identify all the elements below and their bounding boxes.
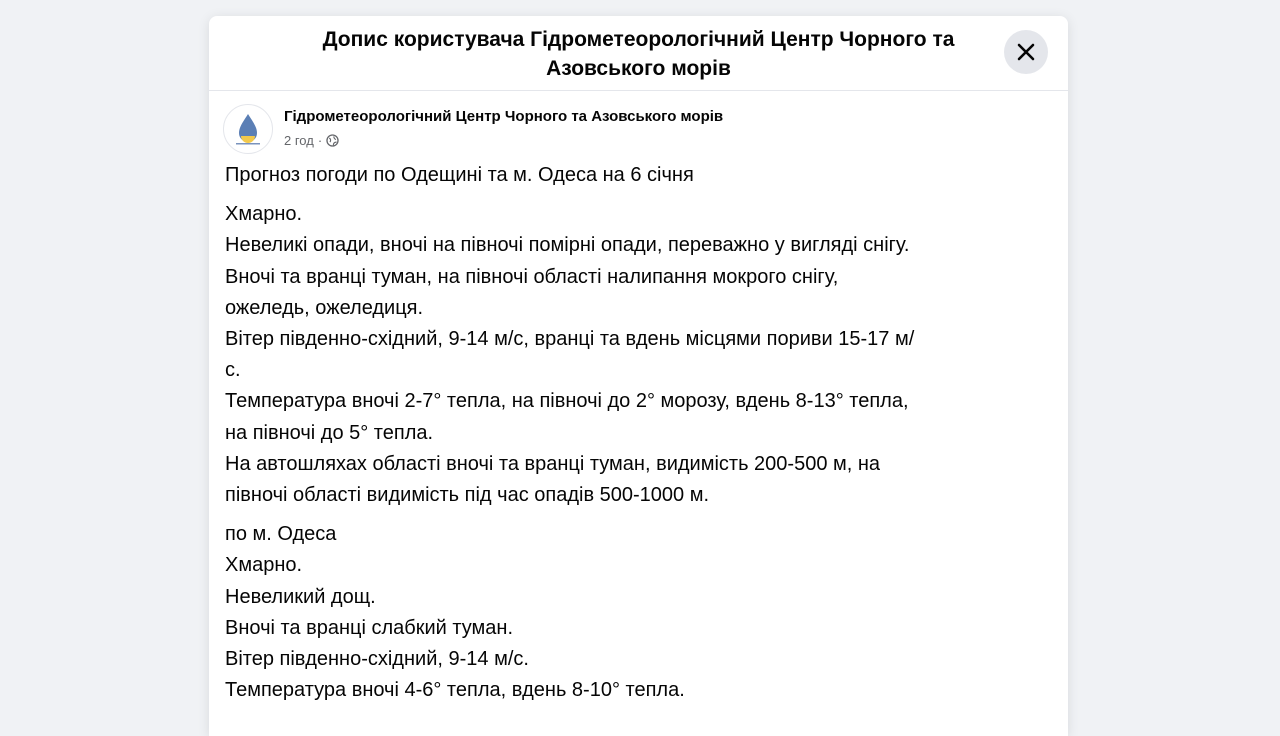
region-line: ожеледь, ожеледиця. bbox=[225, 296, 424, 319]
region-line: На автошляхах області вночі та вранці туман, видимість 200-500 м, на bbox=[225, 452, 881, 475]
close-button[interactable] bbox=[1004, 30, 1048, 74]
region-line: на півночі до 5° тепла. bbox=[225, 421, 434, 444]
city-line: Невеликий дощ. bbox=[225, 585, 376, 608]
region-line: с. bbox=[225, 359, 241, 382]
city-line: Температура вночі 4-6° тепла, вдень 8-10° тепла. bbox=[225, 679, 685, 702]
globe-icon[interactable] bbox=[326, 134, 339, 147]
region-line: Хмарно. bbox=[225, 203, 303, 226]
avatar[interactable] bbox=[223, 104, 273, 154]
post-body bbox=[209, 154, 1068, 706]
city-heading: по м. Одеса bbox=[225, 523, 337, 546]
post-modal bbox=[209, 16, 1068, 736]
city-line: Вітер південно-східний, 9-14 м/с. bbox=[225, 648, 529, 671]
city-line: Вночі та вранці слабкий туман. bbox=[225, 616, 514, 639]
logo-icon bbox=[233, 112, 263, 146]
modal-header bbox=[209, 16, 1068, 91]
separator: · bbox=[317, 133, 323, 148]
city-line: Хмарно. bbox=[225, 554, 303, 577]
modal-title: Допис користувача Гідрометеорологічний Центр Чорного та Азовського морів bbox=[322, 28, 955, 80]
post-header bbox=[209, 91, 1068, 154]
region-line: Вночі та вранці туман, на півночі області налипання мокрого снігу, bbox=[225, 265, 839, 288]
close-icon bbox=[1016, 42, 1036, 62]
post-meta bbox=[284, 133, 723, 148]
author-name[interactable]: Гідрометеорологічний Центр Чорного та Азовського морів bbox=[284, 108, 724, 125]
region-line: Невеликі опади, вночі на півночі помірні опади, переважно у вигляді снігу. bbox=[225, 234, 910, 257]
post-time[interactable]: 2 год bbox=[284, 133, 314, 148]
region-line: Температура вночі 2-7° тепла, на півночі до 2° морозу, вдень 8-13° тепла, bbox=[225, 390, 909, 413]
region-line: Вітер південно-східний, 9-14 м/с, вранці та вдень місцями пориви 15-17 м/ bbox=[225, 328, 915, 351]
region-line: півночі області видимість під час опадів 500-1000 м. bbox=[225, 484, 710, 507]
post-headline: Прогноз погоди по Одещині та м. Одеса на 6 січня bbox=[225, 164, 694, 186]
author-block bbox=[284, 107, 723, 148]
